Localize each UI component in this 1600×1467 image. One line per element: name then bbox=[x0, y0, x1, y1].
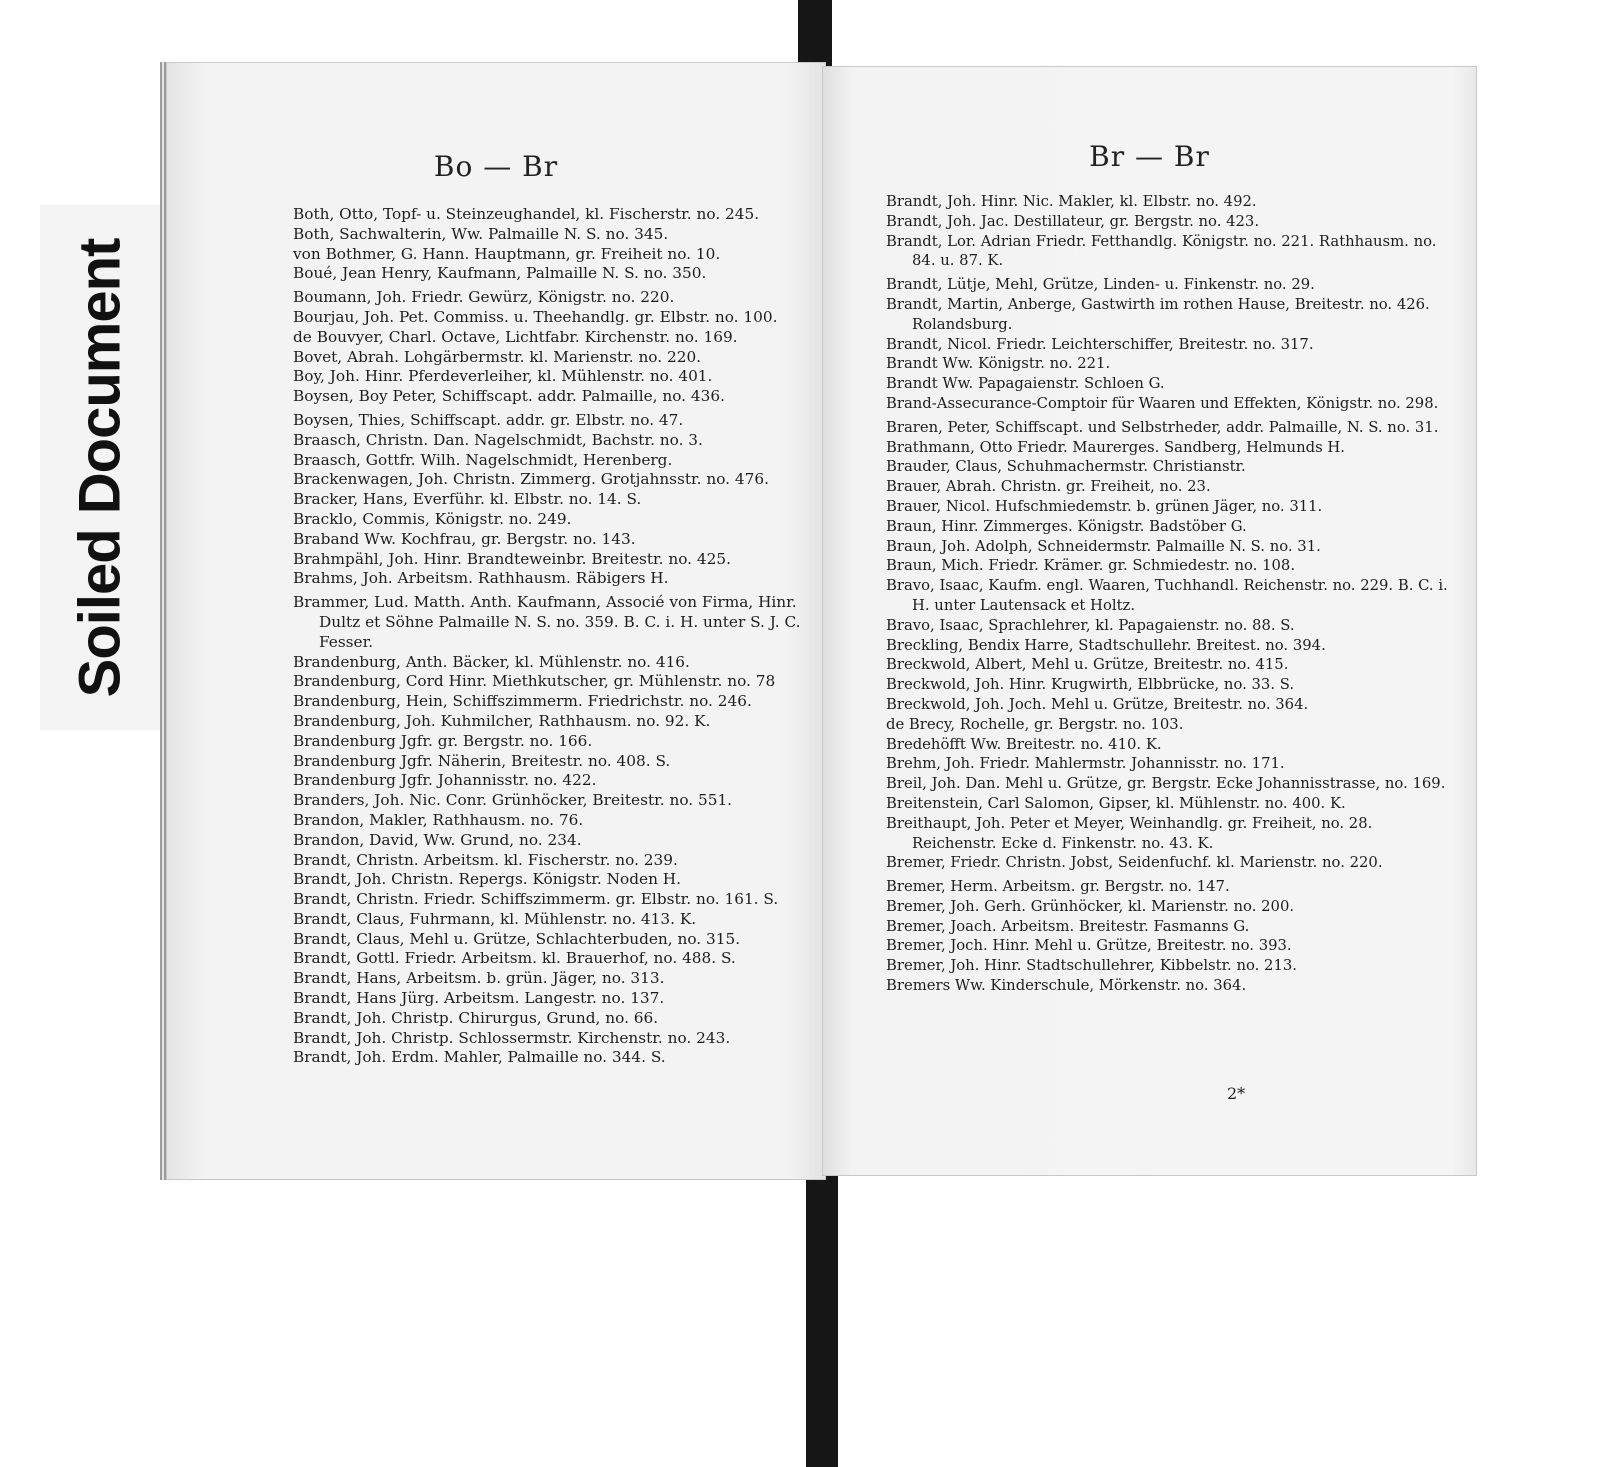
directory-entry: Bremer, Joch. Hinr. Mehl u. Grütze, Breitestr. no. 393. bbox=[886, 937, 1292, 955]
directory-entry: Brandt, Claus, Fuhrmann, kl. Mühlenstr. no. 413. K. bbox=[293, 909, 697, 928]
directory-entry: Brand-Assecurance-Comptoir für Waaren und Effekten, Königstr. no. 298. bbox=[886, 394, 1439, 412]
directory-entry: Breckwold, Albert, Mehl u. Grütze, Breitestr. no. 415. bbox=[886, 656, 1289, 674]
directory-entry: Brandon, Makler, Rathhausm. no. 76. bbox=[293, 810, 584, 829]
directory-entry: Breithaupt, Joh. Peter et Meyer, Weinhandlg. gr. Freiheit, no. 28. Reichenstr. Ecke d. Finkenstr. no. 43. K. bbox=[886, 814, 1373, 852]
directory-entry: Brandt, Nicol. Friedr. Leichterschiffer, Breitestr. no. 317. bbox=[886, 335, 1314, 353]
directory-entry: Brandenburg, Cord Hinr. Miethkutscher, gr. Mühlenstr. no. 78 bbox=[293, 672, 776, 691]
directory-entry: Braren, Peter, Schiffscapt. und Selbstrheder, addr. Palmaille, N. S. no. 31. bbox=[886, 418, 1439, 436]
directory-entry: Brackenwagen, Joh. Christn. Zimmerg. Grotjahnsstr. no. 476. bbox=[293, 470, 769, 489]
directory-entry: Bremer, Joh. Hinr. Stadtschullehrer, Kibbelstr. no. 213. bbox=[886, 957, 1297, 975]
directory-entry: Brandenburg Jgfr. Johannisstr. no. 422. bbox=[293, 771, 597, 790]
directory-entry: Brahmpähl, Joh. Hinr. Brandteweinbr. Breitestr. no. 425. bbox=[293, 549, 731, 568]
directory-entry: Breckling, Bendix Harre, Stadtschullehr. Breitest. no. 394. bbox=[886, 636, 1326, 654]
directory-entry: Bremers Ww. Kinderschule, Mörkenstr. no. 364. bbox=[886, 977, 1247, 995]
binding-strip-bottom bbox=[806, 1175, 838, 1467]
directory-entry: Brandenburg, Anth. Bäcker, kl. Mühlenstr. no. 416. bbox=[293, 652, 690, 671]
directory-entry: Boué, Jean Henry, Kaufmann, Palmaille N. S. no. 350. bbox=[293, 264, 707, 283]
directory-entry: Brandt, Christn. Friedr. Schiffszimmerm. gr. Elbstr. no. 161. S. bbox=[293, 890, 779, 909]
directory-entry: Brammer, Lud. Matth. Anth. Kaufmann, Associé von Firma, Hinr. Dultz et Söhne Palmaille N. S. no. 359. B. C. i. H. unter S. J. C. Fesser. bbox=[293, 593, 801, 651]
directory-entry: de Bouvyer, Charl. Octave, Lichtfabr. Kirchenstr. no. 169. bbox=[293, 327, 738, 346]
directory-entry: Bourjau, Joh. Pet. Commiss. u. Theehandlg. gr. Elbstr. no. 100. bbox=[293, 307, 778, 326]
left-page-header: Bo — Br bbox=[433, 150, 559, 183]
directory-entry: Brandt, Joh. Christp. Chirurgus, Grund, no. 66. bbox=[293, 1008, 659, 1027]
directory-entry: Bravo, Isaac, Kaufm. engl. Waaren, Tuchhandl. Reichenstr. no. 229. B. C. i. H. unter Lautensack et Holtz. bbox=[886, 577, 1448, 614]
directory-entry: Braun, Joh. Adolph, Schneidermstr. Palmaille N. S. no. 31. bbox=[886, 537, 1321, 555]
directory-entry: Bracker, Hans, Everführ. kl. Elbstr. no. 14. S. bbox=[293, 490, 642, 509]
directory-entry: Brauder, Claus, Schuhmachermstr. Christianstr. bbox=[886, 458, 1246, 476]
directory-entry: Braband Ww. Kochfrau, gr. Bergstr. no. 143. bbox=[293, 529, 636, 548]
signature-mark: 2* bbox=[1227, 1084, 1246, 1103]
directory-entry: Brandon, David, Ww. Grund, no. 234. bbox=[293, 830, 582, 849]
directory-entry: Brandt, Hans Jürg. Arbeitsm. Langestr. no. 137. bbox=[293, 989, 665, 1008]
directory-entry: Boysen, Thies, Schiffscapt. addr. gr. Elbstr. no. 47. bbox=[293, 410, 684, 429]
directory-entry: Braun, Mich. Friedr. Krämer. gr. Schmiedestr. no. 108. bbox=[886, 557, 1296, 575]
directory-entry: Brandt, Joh. Jac. Destillateur, gr. Bergstr. no. 423. bbox=[886, 212, 1260, 230]
right-page-entries bbox=[886, 192, 1461, 996]
directory-entry: Breckwold, Joh. Hinr. Krugwirth, Elbbrücke, no. 33. S. bbox=[886, 676, 1295, 694]
directory-entry: Bravo, Isaac, Sprachlehrer, kl. Papagaienstr. no. 88. S. bbox=[886, 616, 1295, 634]
directory-entry: Bredehöfft Ww. Breitestr. no. 410. K. bbox=[886, 735, 1162, 753]
directory-entry: Bremer, Friedr. Christn. Jobst, Seidenfuchf. kl. Marienstr. no. 220. bbox=[886, 854, 1383, 872]
directory-entry: Breckwold, Joh. Joch. Mehl u. Grütze, Breitestr. no. 364. bbox=[886, 695, 1309, 713]
right-page-header: Br — Br bbox=[1089, 140, 1210, 173]
directory-entry: Breil, Joh. Dan. Mehl u. Grütze, gr. Bergstr. Ecke Johannisstrasse, no. 169. bbox=[886, 775, 1446, 793]
directory-entry: Both, Otto, Topf- u. Steinzeughandel, kl. Fischerstr. no. 245. bbox=[293, 205, 760, 223]
directory-entry: Brandenburg Jgfr. Näherin, Breitestr. no. 408. S. bbox=[293, 751, 671, 770]
directory-entry: Braun, Hinr. Zimmerges. Königstr. Badstöber G. bbox=[886, 517, 1247, 535]
directory-entry: Braasch, Gottfr. Wilh. Nagelschmidt, Herenberg. bbox=[293, 450, 673, 469]
directory-entry: Bremer, Joach. Arbeitsm. Breitestr. Fasmanns G. bbox=[886, 917, 1250, 935]
directory-entry: Brandt Ww. Papagaienstr. Schloen G. bbox=[886, 375, 1165, 393]
directory-entry: Brandenburg, Hein, Schiffszimmerm. Friedrichstr. no. 246. bbox=[293, 692, 752, 711]
directory-entry: Brandt, Joh. Christp. Schlossermstr. Kirchenstr. no. 243. bbox=[293, 1028, 731, 1047]
directory-entry: Boumann, Joh. Friedr. Gewürz, Königstr. no. 220. bbox=[293, 288, 675, 307]
directory-entry: Brandenburg, Joh. Kuhmilcher, Rathhausm. no. 92. K. bbox=[293, 711, 711, 730]
right-page bbox=[822, 66, 1477, 1176]
directory-entry: Brandt, Christn. Arbeitsm. kl. Fischerstr. no. 239. bbox=[293, 850, 678, 869]
directory-entry: Brauer, Abrah. Christn. gr. Freiheit, no. 23. bbox=[886, 478, 1211, 496]
directory-entry: Brandt, Lor. Adrian Friedr. Fetthandlg. Königstr. no. 221. Rathhausm. no. 84. u. 87. K. bbox=[886, 232, 1437, 270]
directory-entry: Brandt, Joh. Hinr. Nic. Makler, kl. Elbstr. no. 492. bbox=[886, 193, 1257, 210]
directory-entry: von Bothmer, G. Hann. Hauptmann, gr. Freiheit no. 10. bbox=[293, 244, 721, 263]
directory-entry: Brandt, Martin, Anberge, Gastwirth im rothen Hause, Breitestr. no. 426. Rolandsburg. bbox=[886, 295, 1430, 333]
directory-entry: Brandt, Claus, Mehl u. Grütze, Schlachterbuden, no. 315. bbox=[293, 929, 741, 948]
directory-entry: Both, Sachwalterin, Ww. Palmaille N. S. no. 345. bbox=[293, 224, 669, 243]
directory-entry: Brathmann, Otto Friedr. Maurerges. Sandberg, Helmunds H. bbox=[886, 438, 1345, 456]
directory-entry: Breitenstein, Carl Salomon, Gipser, kl. Mühlenstr. no. 400. K. bbox=[886, 794, 1346, 812]
directory-entry: Bovet, Abrah. Lohgärbermstr. kl. Marienstr. no. 220. bbox=[293, 347, 702, 366]
directory-entry: Brandt, Joh. Christn. Repergs. Königstr. Noden H. bbox=[293, 870, 682, 889]
directory-entry: de Brecy, Rochelle, gr. Bergstr. no. 103. bbox=[886, 715, 1184, 733]
directory-entry: Brandt, Gottl. Friedr. Arbeitsm. kl. Brauerhof, no. 488. S. bbox=[293, 949, 736, 968]
directory-entry: Branders, Joh. Nic. Conr. Grünhöcker, Breitestr. no. 551. bbox=[293, 791, 733, 810]
directory-entry: Brandt Ww. Königstr. no. 221. bbox=[886, 355, 1111, 373]
left-page bbox=[160, 62, 826, 1180]
directory-entry: Bremer, Herm. Arbeitsm. gr. Bergstr. no. 147. bbox=[886, 878, 1230, 896]
soiled-document-label: Soiled Document bbox=[67, 238, 133, 698]
directory-entry: Brandt, Hans, Arbeitsm. b. grün. Jäger, no. 313. bbox=[293, 969, 665, 988]
directory-entry: Braasch, Christn. Dan. Nagelschmidt, Bachstr. no. 3. bbox=[293, 430, 703, 449]
directory-entry: Brahms, Joh. Arbeitsm. Rathhausm. Räbigers H. bbox=[293, 569, 669, 588]
directory-entry: Boy, Joh. Hinr. Pferdeverleiher, kl. Mühlenstr. no. 401. bbox=[293, 367, 713, 386]
directory-entry: Brandt, Joh. Erdm. Mahler, Palmaille no. 344. S. bbox=[293, 1048, 666, 1067]
directory-entry: Brandenburg Jgfr. gr. Bergstr. no. 166. bbox=[293, 731, 593, 750]
directory-entry: Bracklo, Commis, Königstr. no. 249. bbox=[293, 509, 572, 528]
directory-entry: Brandt, Lütje, Mehl, Grütze, Linden- u. Finkenstr. no. 29. bbox=[886, 276, 1315, 294]
directory-entry: Brehm, Joh. Friedr. Mahlermstr. Johannisstr. no. 171. bbox=[886, 755, 1285, 773]
directory-entry: Boysen, Boy Peter, Schiffscapt. addr. Palmaille, no. 436. bbox=[293, 387, 725, 406]
left-page-entries bbox=[293, 205, 813, 1068]
directory-entry: Bremer, Joh. Gerh. Grünhöcker, kl. Marienstr. no. 200. bbox=[886, 897, 1295, 915]
directory-entry: Brauer, Nicol. Hufschmiedemstr. b. grünen Jäger, no. 311. bbox=[886, 497, 1323, 515]
